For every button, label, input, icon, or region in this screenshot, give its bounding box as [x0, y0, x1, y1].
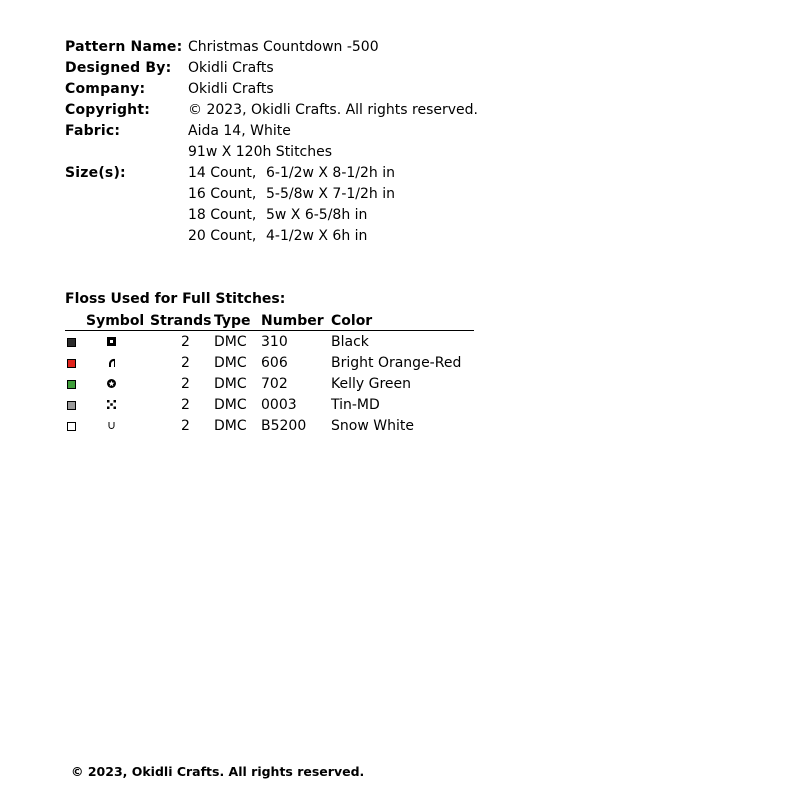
size-value	[188, 205, 367, 226]
sizes-label: Size(s):	[65, 165, 126, 181]
color-swatch	[67, 359, 76, 368]
size-count: 14 Count,	[188, 165, 257, 181]
size-count: 16 Count,	[188, 186, 257, 202]
strands-value: 2	[181, 334, 190, 350]
floss-row	[65, 353, 485, 374]
floss-table-header	[65, 311, 474, 331]
cross-dots-icon	[106, 399, 117, 410]
size-value	[188, 163, 395, 184]
size-dims: 5w X 6-5/8h in	[266, 207, 368, 223]
color-swatch	[67, 338, 76, 347]
floss-row	[65, 416, 485, 437]
number-value: 310	[261, 334, 288, 350]
designed-by-value: Okidli Crafts	[188, 60, 274, 76]
cup-icon	[106, 420, 117, 431]
company-value: Okidli Crafts	[188, 81, 274, 97]
company-label: Company:	[65, 81, 146, 97]
header-type: Type	[214, 313, 251, 329]
type-value: DMC	[214, 376, 247, 392]
pattern-name-value: Christmas Countdown -500	[188, 39, 379, 55]
floss-title: Floss Used for Full Stitches:	[65, 291, 286, 307]
color-swatch	[67, 422, 76, 431]
size-value	[188, 184, 395, 205]
color-name: Kelly Green	[331, 376, 412, 392]
number-value: B5200	[261, 418, 307, 434]
quarter-circle-icon	[106, 357, 117, 368]
size-count: 20 Count,	[188, 228, 257, 244]
type-value: DMC	[214, 355, 247, 371]
fabric-label: Fabric:	[65, 123, 121, 139]
color-name: Tin-MD	[331, 397, 380, 413]
copyright-label: Copyright:	[65, 102, 151, 118]
color-name: Bright Orange-Red	[331, 355, 462, 371]
floss-row	[65, 374, 485, 395]
type-value: DMC	[214, 397, 247, 413]
fabric-value: Aida 14, White	[188, 123, 291, 139]
type-value: DMC	[214, 334, 247, 350]
strands-value: 2	[181, 397, 190, 413]
copyright-value: © 2023, Okidli Crafts. All rights reserved.	[188, 102, 478, 118]
size-value	[188, 226, 367, 247]
strands-value: 2	[181, 418, 190, 434]
size-count: 18 Count,	[188, 207, 257, 223]
footer-copyright: © 2023, Okidli Crafts. All rights reserved.	[71, 764, 365, 779]
ring-star-icon	[106, 378, 117, 389]
size-dims: 4-1/2w X 6h in	[266, 228, 368, 244]
filled-square-icon	[106, 336, 117, 347]
strands-value: 2	[181, 355, 190, 371]
header-strands: Strands	[150, 313, 212, 329]
header-number: Number	[261, 313, 324, 329]
color-name: Black	[331, 334, 369, 350]
color-swatch	[67, 401, 76, 410]
size-dims: 6-1/2w X 8-1/2h in	[266, 165, 396, 181]
color-name: Snow White	[331, 418, 414, 434]
type-value: DMC	[214, 418, 247, 434]
floss-row	[65, 395, 485, 416]
number-value: 606	[261, 355, 288, 371]
floss-table-body	[65, 332, 485, 437]
pattern-name-label: Pattern Name:	[65, 39, 183, 55]
strands-value: 2	[181, 376, 190, 392]
designed-by-label: Designed By:	[65, 60, 172, 76]
header-symbol: Symbol	[86, 313, 145, 329]
header-color: Color	[331, 313, 373, 329]
color-swatch	[67, 380, 76, 389]
floss-row	[65, 332, 485, 353]
stitches-value: 91w X 120h Stitches	[188, 144, 333, 160]
size-dims: 5-5/8w X 7-1/2h in	[266, 186, 396, 202]
number-value: 0003	[261, 397, 297, 413]
number-value: 702	[261, 376, 288, 392]
